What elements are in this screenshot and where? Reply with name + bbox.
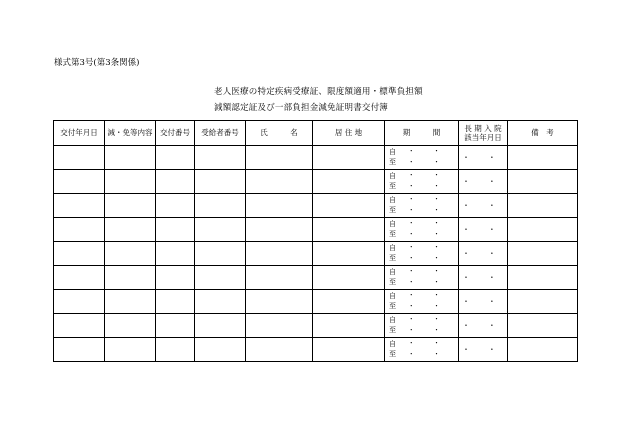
cell-recipient-number[interactable] — [195, 194, 246, 218]
period-to-date: ・ ・ — [407, 302, 448, 310]
cell-issue-number[interactable] — [156, 338, 195, 362]
cell-remarks[interactable] — [508, 290, 578, 314]
period-from-date: ・ ・ — [407, 219, 448, 227]
cell-reduction-exemption[interactable] — [105, 314, 156, 338]
period-to-label: 至 — [389, 230, 396, 238]
cell-issue-date[interactable] — [54, 266, 105, 290]
admission-date-dots: ・ ・ — [462, 272, 504, 282]
cell-long-term-admission-date[interactable] — [459, 338, 508, 362]
cell-address[interactable] — [313, 314, 385, 338]
cell-long-term-admission-date[interactable] — [459, 170, 508, 194]
document-title-line-2: 減額認定証及び一部負担金減免証明書交付簿 — [214, 103, 389, 113]
cell-recipient-number[interactable] — [195, 242, 246, 266]
admission-date-dots: ・ ・ — [462, 296, 504, 306]
table-row — [54, 314, 578, 338]
cell-issue-date[interactable] — [54, 290, 105, 314]
cell-address[interactable] — [313, 170, 385, 194]
period-to-date: ・ ・ — [407, 182, 448, 190]
cell-name[interactable] — [246, 314, 313, 338]
cell-address[interactable] — [313, 242, 385, 266]
cell-address[interactable] — [313, 194, 385, 218]
col-name: 氏 名 — [246, 121, 313, 146]
table-header-row — [54, 121, 578, 146]
cell-long-term-admission-date[interactable] — [459, 194, 508, 218]
period-to-date: ・ ・ — [407, 326, 448, 334]
cell-remarks[interactable] — [508, 194, 578, 218]
period-from-date: ・ ・ — [407, 171, 448, 179]
issuance-register-table — [53, 120, 578, 362]
cell-reduction-exemption[interactable] — [105, 218, 156, 242]
period-from-label: 自 — [389, 340, 396, 348]
cell-issue-date[interactable] — [54, 314, 105, 338]
period-from-date: ・ ・ — [407, 147, 448, 155]
cell-recipient-number[interactable] — [195, 290, 246, 314]
cell-long-term-admission-date[interactable] — [459, 266, 508, 290]
cell-remarks[interactable] — [508, 170, 578, 194]
admission-date-dots: ・ ・ — [462, 248, 504, 258]
cell-period[interactable] — [385, 338, 459, 362]
col-long-term-admission-line-1: 長 期 入 院 — [464, 124, 502, 133]
period-to-label: 至 — [389, 302, 396, 310]
cell-issue-date[interactable] — [54, 194, 105, 218]
period-from-label: 自 — [389, 244, 396, 252]
cell-issue-date[interactable] — [54, 338, 105, 362]
cell-long-term-admission-date[interactable] — [459, 290, 508, 314]
cell-issue-number[interactable] — [156, 242, 195, 266]
cell-issue-number[interactable] — [156, 146, 195, 170]
col-recipient-number: 受給者番号 — [195, 121, 246, 146]
col-long-term-admission-line-2: 該当年月日 — [464, 133, 502, 142]
period-to-label: 至 — [389, 254, 396, 262]
cell-issue-number[interactable] — [156, 266, 195, 290]
cell-long-term-admission-date[interactable] — [459, 218, 508, 242]
cell-remarks[interactable] — [508, 266, 578, 290]
period-from-date: ・ ・ — [407, 339, 448, 347]
cell-name[interactable] — [246, 218, 313, 242]
table-row — [54, 146, 578, 170]
cell-address[interactable] — [313, 338, 385, 362]
table-row — [54, 194, 578, 218]
cell-recipient-number[interactable] — [195, 338, 246, 362]
period-to-date: ・ ・ — [407, 206, 448, 214]
table-row — [54, 242, 578, 266]
period-to-label: 至 — [389, 278, 396, 286]
cell-issue-number[interactable] — [156, 314, 195, 338]
admission-date-dots: ・ ・ — [462, 344, 504, 354]
cell-recipient-number[interactable] — [195, 146, 246, 170]
period-from-label: 自 — [389, 172, 396, 180]
cell-reduction-exemption[interactable] — [105, 290, 156, 314]
cell-remarks[interactable] — [508, 242, 578, 266]
table-row — [54, 218, 578, 242]
cell-name[interactable] — [246, 242, 313, 266]
col-period: 期 間 — [385, 121, 459, 146]
cell-remarks[interactable] — [508, 218, 578, 242]
cell-name[interactable] — [246, 194, 313, 218]
cell-recipient-number[interactable] — [195, 266, 246, 290]
cell-period[interactable] — [385, 314, 459, 338]
cell-recipient-number[interactable] — [195, 170, 246, 194]
period-to-label: 至 — [389, 182, 396, 190]
cell-remarks[interactable] — [508, 146, 578, 170]
col-address: 居 住 地 — [313, 121, 385, 146]
cell-period[interactable] — [385, 218, 459, 242]
period-to-date: ・ ・ — [407, 158, 448, 166]
cell-remarks[interactable] — [508, 314, 578, 338]
period-to-label: 至 — [389, 350, 396, 358]
cell-remarks[interactable] — [508, 338, 578, 362]
cell-issue-number[interactable] — [156, 194, 195, 218]
period-to-label: 至 — [389, 158, 396, 166]
cell-period[interactable] — [385, 266, 459, 290]
cell-period[interactable] — [385, 242, 459, 266]
col-remarks: 備 考 — [508, 121, 578, 146]
period-from-date: ・ ・ — [407, 243, 448, 251]
col-long-term-admission — [459, 121, 508, 146]
admission-date-dots: ・ ・ — [462, 200, 504, 210]
col-issue-date: 交付年月日 — [54, 121, 105, 146]
cell-address[interactable] — [313, 290, 385, 314]
cell-period[interactable] — [385, 170, 459, 194]
cell-issue-number[interactable] — [156, 170, 195, 194]
cell-long-term-admission-date[interactable] — [459, 314, 508, 338]
period-to-label: 至 — [389, 326, 396, 334]
cell-address[interactable] — [313, 146, 385, 170]
period-to-date: ・ ・ — [407, 230, 448, 238]
period-to-date: ・ ・ — [407, 350, 448, 358]
period-from-date: ・ ・ — [407, 291, 448, 299]
cell-reduction-exemption[interactable] — [105, 146, 156, 170]
admission-date-dots: ・ ・ — [462, 176, 504, 186]
cell-name[interactable] — [246, 170, 313, 194]
period-from-label: 自 — [389, 316, 396, 324]
table-row — [54, 170, 578, 194]
cell-reduction-exemption[interactable] — [105, 338, 156, 362]
admission-date-dots: ・ ・ — [462, 224, 504, 234]
cell-issue-number[interactable] — [156, 290, 195, 314]
period-from-label: 自 — [389, 196, 396, 204]
admission-date-dots: ・ ・ — [462, 152, 504, 162]
cell-reduction-exemption[interactable] — [105, 266, 156, 290]
cell-name[interactable] — [246, 338, 313, 362]
cell-period[interactable] — [385, 290, 459, 314]
period-to-label: 至 — [389, 206, 396, 214]
form-number: 様式第3号(第3条関係) — [54, 58, 140, 68]
period-to-date: ・ ・ — [407, 278, 448, 286]
table-row — [54, 266, 578, 290]
period-from-label: 自 — [389, 220, 396, 228]
cell-long-term-admission-date[interactable] — [459, 242, 508, 266]
cell-reduction-exemption[interactable] — [105, 194, 156, 218]
cell-reduction-exemption[interactable] — [105, 170, 156, 194]
table-row — [54, 338, 578, 362]
cell-reduction-exemption[interactable] — [105, 242, 156, 266]
cell-issue-date[interactable] — [54, 242, 105, 266]
cell-issue-number[interactable] — [156, 218, 195, 242]
period-from-date: ・ ・ — [407, 267, 448, 275]
cell-name[interactable] — [246, 266, 313, 290]
period-from-label: 自 — [389, 148, 396, 156]
register-body — [54, 146, 578, 362]
admission-date-dots: ・ ・ — [462, 320, 504, 330]
cell-recipient-number[interactable] — [195, 314, 246, 338]
period-from-date: ・ ・ — [407, 195, 448, 203]
table-row — [54, 290, 578, 314]
cell-long-term-admission-date[interactable] — [459, 146, 508, 170]
cell-recipient-number[interactable] — [195, 218, 246, 242]
document-title-line-1: 老人医療の特定疾病受療証、限度額適用・標準負担額 — [214, 87, 423, 97]
col-reduction-exemption: 減・免等内容 — [105, 121, 156, 146]
cell-issue-date[interactable] — [54, 218, 105, 242]
cell-issue-date[interactable] — [54, 170, 105, 194]
period-from-label: 自 — [389, 268, 396, 276]
period-from-label: 自 — [389, 292, 396, 300]
cell-address[interactable] — [313, 266, 385, 290]
cell-period[interactable] — [385, 194, 459, 218]
col-issue-number: 交付番号 — [156, 121, 195, 146]
cell-issue-date[interactable] — [54, 146, 105, 170]
cell-name[interactable] — [246, 290, 313, 314]
cell-address[interactable] — [313, 218, 385, 242]
cell-name[interactable] — [246, 146, 313, 170]
period-from-date: ・ ・ — [407, 315, 448, 323]
cell-period[interactable] — [385, 146, 459, 170]
period-to-date: ・ ・ — [407, 254, 448, 262]
